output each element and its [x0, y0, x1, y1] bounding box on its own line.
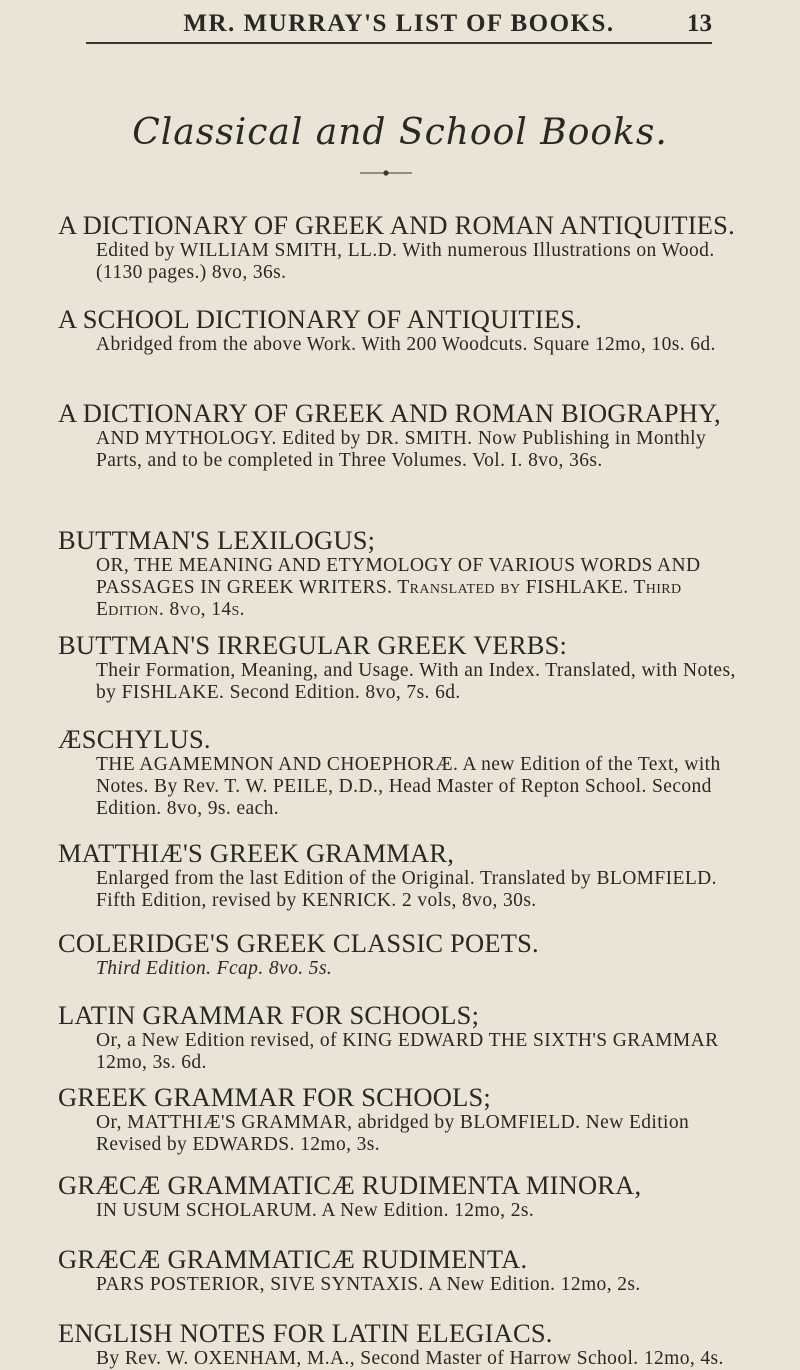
book-title: GREEK GRAMMAR FOR SCHOOLS;: [58, 1082, 491, 1112]
book-description: OR, THE MEANING AND ETYMOLOGY OF VARIOUS WORDS AND PASSAGES IN GREEK WRITERS. Translated by FISHLAKE. Third Edition. 8vo, 14s.: [96, 555, 701, 620]
book-entry: [58, 1246, 744, 1296]
book-title: A SCHOOL DICTIONARY OF ANTIQUITIES.: [58, 304, 582, 334]
book-description: By Rev. W. OXENHAM, M.A., Second Master of Harrow School. 12mo, 4s.: [96, 1348, 724, 1369]
book-entry: [58, 1320, 744, 1370]
book-title: COLERIDGE'S GREEK CLASSIC POETS.: [58, 928, 539, 958]
page-number: 13: [687, 10, 712, 37]
book-title: GRÆCÆ GRAMMATICÆ RUDIMENTA MINORA,: [58, 1170, 642, 1200]
running-title: MR. MURRAY'S LIST OF BOOKS.: [183, 10, 615, 37]
book-description: Or, MATTHIÆ'S GRAMMAR, abridged by BLOMFIELD. New Edition Revised by EDWARDS. 12mo, 3s.: [96, 1112, 690, 1155]
book-entry: [58, 632, 744, 704]
book-title: MATTHIÆ'S GREEK GRAMMAR,: [58, 838, 455, 868]
book-title: A DICTIONARY OF GREEK AND ROMAN ANTIQUITIES.: [58, 210, 735, 240]
book-description: Or, a New Edition revised, of KING EDWARD THE SIXTH'S GRAMMAR 12mo, 3s. 6d.: [96, 1030, 719, 1073]
book-description: Abridged from the above Work. With 200 Woodcuts. Square 12mo, 10s. 6d.: [96, 334, 716, 355]
book-entry: [58, 840, 744, 912]
book-entry: [58, 1172, 744, 1222]
book-description: PARS POSTERIOR, SIVE SYNTAXIS. A New Edition. 12mo, 2s.: [96, 1274, 641, 1295]
book-description: Enlarged from the last Edition of the Original. Translated by BLOMFIELD. Fifth Edition, revised by KENRICK. 2 vols, 8vo, 30s.: [96, 868, 717, 911]
book-entry: [58, 212, 744, 284]
book-description: IN USUM SCHOLARUM. A New Edition. 12mo, 2s.: [96, 1200, 535, 1221]
book-description: Third Edition. Fcap. 8vo. 5s.: [96, 958, 333, 979]
book-title: A DICTIONARY OF GREEK AND ROMAN BIOGRAPHY,: [58, 398, 721, 428]
book-entry: [58, 930, 744, 980]
ornament-divider: [360, 169, 412, 177]
book-description: THE AGAMEMNON AND CHOEPHORÆ. A new Edition of the Text, with Notes. By Rev. T. W. PEILE, D.D., Head Master of Repton School. Second Edition. 8vo, 9s. each.: [96, 754, 721, 819]
running-head: [86, 10, 712, 44]
book-entry: [58, 1002, 744, 1074]
book-title: BUTTMAN'S LEXILOGUS;: [58, 525, 376, 555]
book-entry: [58, 1084, 744, 1156]
book-description: Edited by WILLIAM SMITH, LL.D. With numerous Illustrations on Wood. (1130 pages.) 8vo, 36s.: [96, 240, 715, 283]
book-entry: [58, 306, 744, 356]
book-title: ÆSCHYLUS.: [58, 724, 211, 754]
book-entry: [58, 726, 744, 820]
book-description: AND MYTHOLOGY. Edited by DR. SMITH. Now Publishing in Monthly Parts, and to be completed in Three Volumes. Vol. I. 8vo, 36s.: [96, 428, 707, 471]
section-title: Classical and School Books.: [132, 112, 668, 153]
book-title: ENGLISH NOTES FOR LATIN ELEGIACS.: [58, 1318, 553, 1348]
book-title: LATIN GRAMMAR FOR SCHOOLS;: [58, 1000, 480, 1030]
book-title: BUTTMAN'S IRREGULAR GREEK VERBS:: [58, 630, 568, 660]
book-description: Their Formation, Meaning, and Usage. With an Index. Translated, with Notes, by FISHLAKE. Second Edition. 8vo, 7s. 6d.: [96, 660, 736, 703]
book-entry: [58, 527, 744, 621]
book-entry: [58, 400, 744, 472]
book-title: GRÆCÆ GRAMMATICÆ RUDIMENTA.: [58, 1244, 528, 1274]
